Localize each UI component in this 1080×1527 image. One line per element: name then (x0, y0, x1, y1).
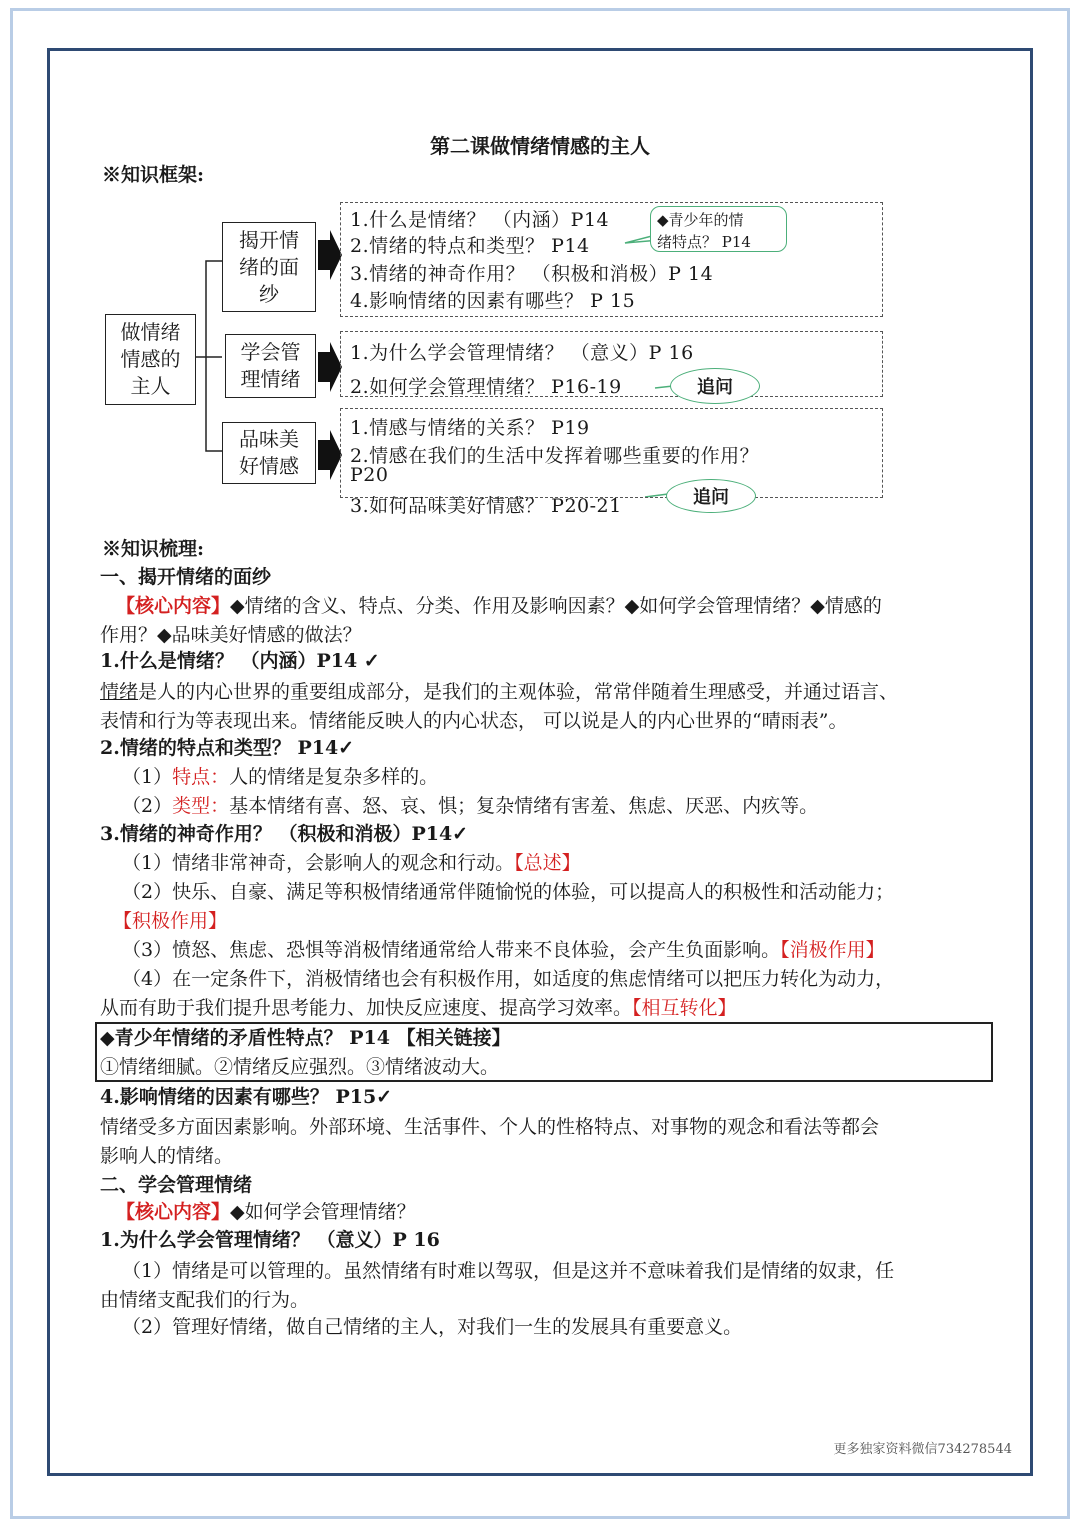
list-item (122, 849, 581, 878)
branch-node-2 (225, 334, 316, 398)
list-item (100, 965, 990, 1023)
branch-label-2: 学会管理情绪 (240, 340, 301, 391)
core-tag: 【核心内容】 (116, 595, 231, 617)
core-text: 作用？◆品味美好情感的做法？ (100, 624, 362, 646)
factors-paragraph (100, 1113, 990, 1171)
root-label: 做情绪情感的主人 (120, 320, 181, 398)
red-tag: 特点： (172, 766, 230, 788)
item-text: （1）情绪非常神奇，会影响人的观念和行动。 (122, 852, 515, 874)
branch-3-item: 3.如何品味美好情感？ P20-21 (350, 495, 622, 517)
related-link-title: ◆青少年情绪的矛盾性特点？ P14 【相关链接】 (100, 1027, 511, 1049)
part1-title: 一、揭开情绪的面纱 (100, 566, 272, 588)
branch-node-3 (222, 422, 316, 484)
branch-1-item: 2.情绪的特点和类型？ P14 (350, 235, 590, 257)
red-tag: 【积极作用】 (113, 910, 228, 932)
part2-core (116, 1198, 416, 1227)
item-text: 从而有助于我们提升思考能力、加快反应速度、提高学习效率。 (100, 997, 633, 1019)
red-tag: 【消极作用】 (780, 939, 885, 961)
paragraph-text: 情绪受多方面因素影响。外部环境、生活事件、个人的性格特点、对事物的观念和看法等都会 (100, 1116, 880, 1138)
red-tag: 【相互转化】 (632, 997, 737, 1019)
branch-1-item: 3.情绪的神奇作用？ （积极和消极）P 14 (350, 263, 714, 285)
root-node (105, 314, 196, 405)
framework-heading: ※知识框架: (102, 164, 205, 186)
item-prefix: （1） (122, 766, 173, 788)
branch-1-item: 1.什么是情绪？ （内涵）P14 (350, 209, 610, 231)
related-link-text: ①情绪细腻。②情绪反应强烈。③情绪波动大。 (100, 1056, 500, 1078)
item-prefix: （2） (122, 795, 173, 817)
paragraph-text: 是人的内心世界的重要组成部分，是我们的主观体验，常常伴随着生理感受，并通过语言、 (138, 681, 899, 703)
review-heading: ※知识梳理: (102, 538, 205, 560)
item-text: 基本情绪有喜、怒、哀、惧；复杂情绪有害羞、焦虑、厌恶、内疚等。 (229, 795, 819, 817)
item-text: （3）愤怒、焦虑、恐惧等消极情绪通常给人带来不良体验，会产生负面影响。 (122, 939, 781, 961)
branch-label-3: 品味美好情感 (239, 427, 299, 478)
item-text: （1）情绪是可以管理的。虽然情绪有时难以驾驭，但是这并不意味着我们是情绪的奴隶，任 (122, 1260, 895, 1282)
definition-paragraph (100, 678, 990, 736)
list-item (122, 763, 438, 792)
list-item (100, 1257, 990, 1315)
part1-core (100, 592, 990, 650)
question-heading: 2.情绪的特点和类型？ P14✓ (100, 737, 355, 759)
question-heading: 1.为什么学会管理情绪？ （意义）P 16 (100, 1229, 440, 1251)
branch-node-1 (222, 222, 316, 312)
item-text: （4）在一定条件下，消极情绪也会有积极作用，如适度的焦虑情绪可以把压力转化为动力， (122, 968, 895, 990)
callout-line: 绪特点？ P14 (657, 233, 751, 251)
list-item (122, 936, 885, 965)
red-tag: 类型： (172, 795, 230, 817)
branch-2-item: 1.为什么学会管理情绪？ （意义）P 16 (350, 342, 694, 364)
item-text: 由情绪支配我们的行为。 (100, 1289, 310, 1311)
paragraph-text: 影响人的情绪。 (100, 1145, 234, 1167)
red-tag: 【总述】 (514, 852, 581, 874)
question-heading: 3.情绪的神奇作用？ （积极和消极）P14✓ (100, 823, 469, 845)
teen-emotion-callout (650, 206, 787, 252)
list-item (122, 792, 818, 821)
page-title: 第二课做情绪情感的主人 (430, 134, 650, 158)
list-item: （2）管理好情绪，做自己情绪的主人，对我们一生的发展具有重要意义。 (122, 1316, 743, 1338)
paragraph-text: 表情和行为等表现出来。情绪能反映人的内心状态， 可以说是人的内心世界的“晴雨表”。 (100, 710, 848, 732)
branch-1-item: 4.影响情绪的因素有哪些？ P 15 (350, 290, 636, 312)
question-heading: 1.什么是情绪？ （内涵）P14 ✓ (100, 650, 380, 672)
follow-up-cloud-1: 追问 (670, 368, 760, 404)
core-text: ◆情绪的含义、特点、分类、作用及影响因素？◆如何学会管理情绪？◆情感的 (230, 595, 882, 617)
branch-3-item: 2.情感在我们的生活中发挥着哪些重要的作用？ (350, 445, 760, 467)
follow-up-cloud-2: 追问 (666, 479, 756, 513)
item-text: 人的情绪是复杂多样的。 (229, 766, 439, 788)
list-item: （2）快乐、自豪、满足等积极情绪通常伴随愉悦的体验，可以提高人的积极性和活动能力； (122, 881, 895, 903)
branch-2-item: 2.如何学会管理情绪？ P16-19 (350, 376, 622, 398)
core-text: ◆如何学会管理情绪？ (230, 1201, 416, 1223)
footer-note: 更多独家资料微信734278544 (833, 1442, 1012, 1457)
question-heading: 4.影响情绪的因素有哪些？ P15✓ (100, 1086, 393, 1108)
core-tag: 【核心内容】 (116, 1201, 231, 1223)
underlined-term: 情绪 (100, 681, 139, 703)
branch-3-item: 1.情感与情绪的关系？ P19 (350, 417, 590, 439)
part2-title: 二、学会管理情绪 (100, 1174, 253, 1196)
branch-label-1: 揭开情绪的面纱 (239, 227, 299, 306)
callout-line: ◆青少年的情 (657, 211, 744, 229)
branch-3-item: P20 (350, 464, 389, 486)
